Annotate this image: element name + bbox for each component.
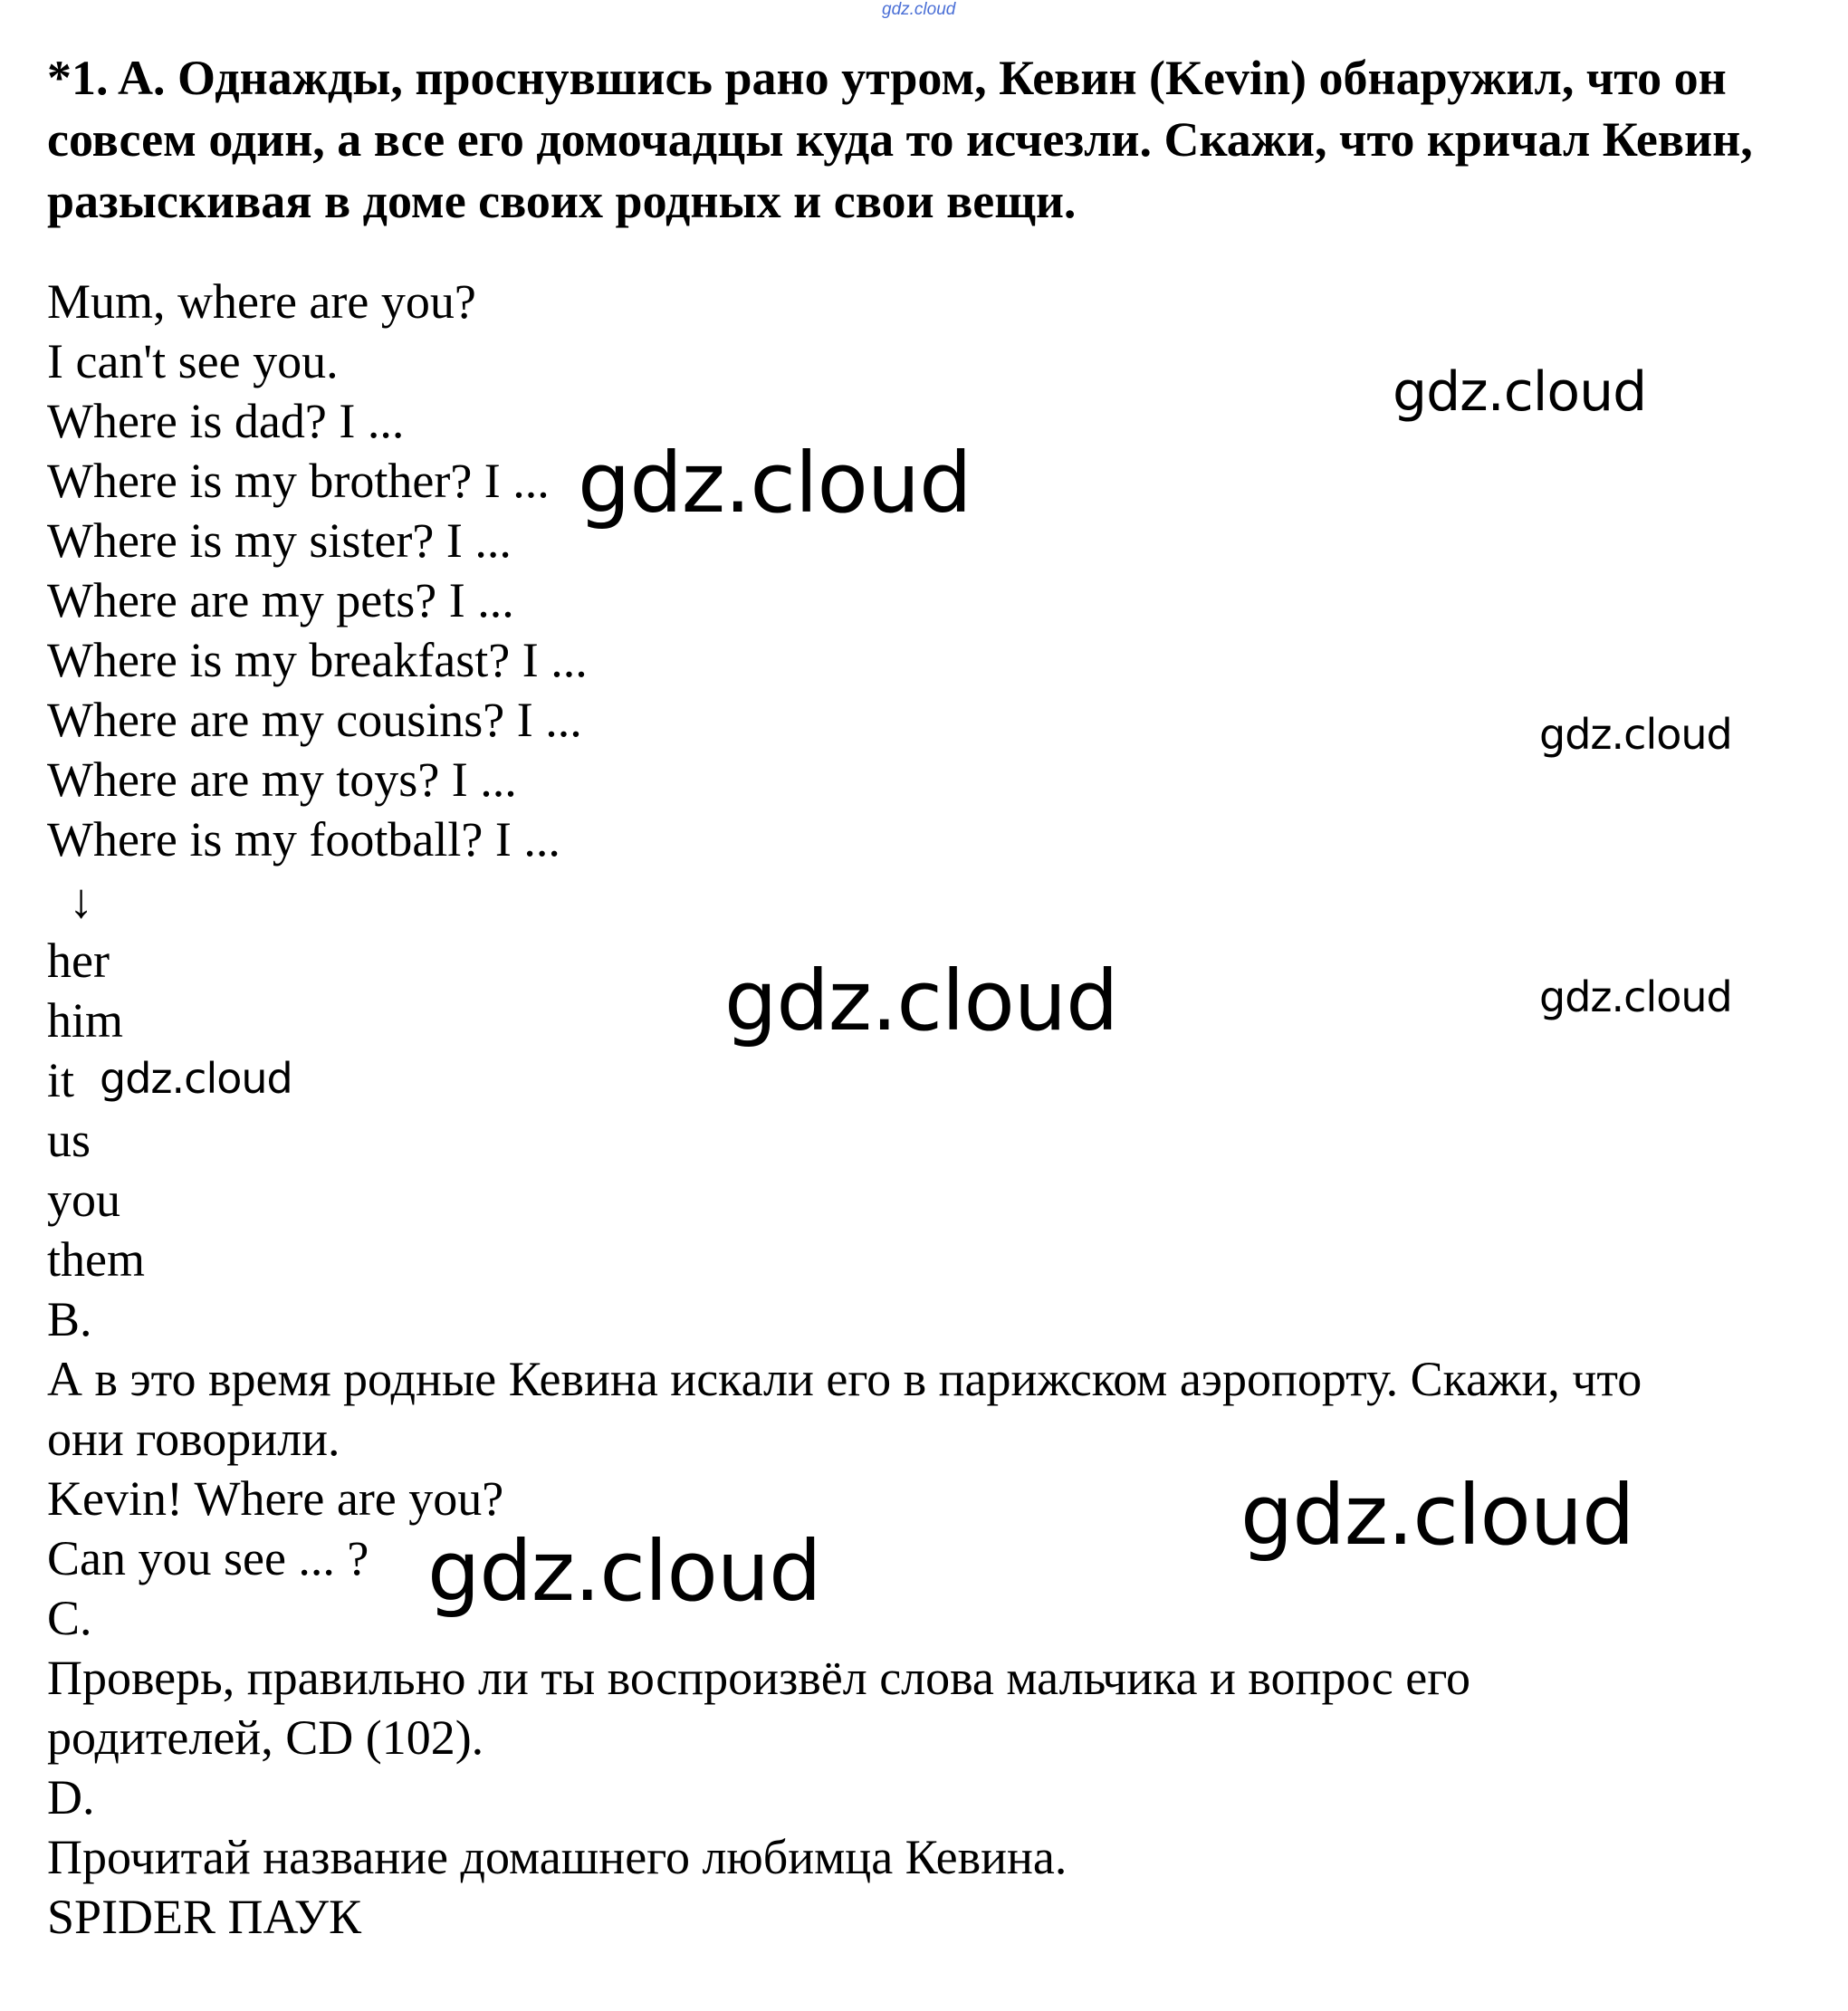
part-a-line: Where is my brother? I ... xyxy=(47,454,550,508)
part-a-line: Where is my football? I ... xyxy=(47,812,560,867)
part-a-line: Where are my cousins? I ... xyxy=(47,693,582,747)
watermark: gdz.cloud xyxy=(1240,1467,1634,1564)
part-b-instruction: они говорили. xyxy=(47,1412,340,1466)
part-c-label: C. xyxy=(47,1591,92,1645)
part-c-instruction: родителей, CD (102). xyxy=(47,1710,484,1765)
part-b-instruction: А в это время родные Кевина искали его в парижском аэропорту. Скажи, что xyxy=(47,1352,1642,1406)
pronoun-item: them xyxy=(47,1232,145,1287)
part-b-label: B. xyxy=(47,1292,92,1346)
part-a-line: Where is my sister? I ... xyxy=(47,513,512,568)
watermark: gdz.cloud xyxy=(1539,972,1732,1021)
down-arrow-icon: ↓ xyxy=(69,874,93,928)
part-a-line: Where are my toys? I ... xyxy=(47,752,517,807)
watermark: gdz.cloud xyxy=(1539,710,1732,759)
part-d-instruction: Прочитай название домашнего любимца Кевина. xyxy=(47,1830,1068,1884)
pronoun-item: it xyxy=(47,1053,75,1107)
exercise-heading: *1. A. Однажды, проснувшись рано утром, Кевин (Kevin) обнаружил, что он совсем один, а все его домочадцы куда то исчезли. Скажи, что кричал Кевин, разыскивая в доме своих родных и свои вещи. xyxy=(47,51,1753,228)
part-c-instruction: Проверь, правильно ли ты воспроизвёл слова мальчика и вопрос его xyxy=(47,1651,1471,1705)
part-a-line: Where is my breakfast? I ... xyxy=(47,633,588,687)
watermark: gdz.cloud xyxy=(100,1054,292,1103)
watermark: gdz.cloud xyxy=(724,953,1118,1049)
watermark: gdz.cloud xyxy=(427,1523,821,1620)
part-a-line: I can't see you. xyxy=(47,334,339,388)
part-a-line: Mum, where are you? xyxy=(47,274,476,329)
watermark: gdz.cloud xyxy=(1393,360,1647,424)
site-mark: gdz.cloud xyxy=(882,0,956,19)
part-b-line: Can you see ... ? xyxy=(47,1531,369,1585)
part-b-line: Kevin! Where are you? xyxy=(47,1471,504,1526)
pronoun-item: her xyxy=(47,934,110,988)
pronoun-item: us xyxy=(47,1113,91,1167)
part-a-line: Where is dad? I ... xyxy=(47,394,405,448)
pronoun-item: him xyxy=(47,993,124,1048)
pronoun-item: you xyxy=(47,1173,120,1227)
watermark: gdz.cloud xyxy=(578,435,972,531)
part-d-answer: SPIDER ПАУК xyxy=(47,1890,362,1944)
part-a-line: Where are my pets? I ... xyxy=(47,573,514,627)
part-d-label: D. xyxy=(47,1770,95,1824)
